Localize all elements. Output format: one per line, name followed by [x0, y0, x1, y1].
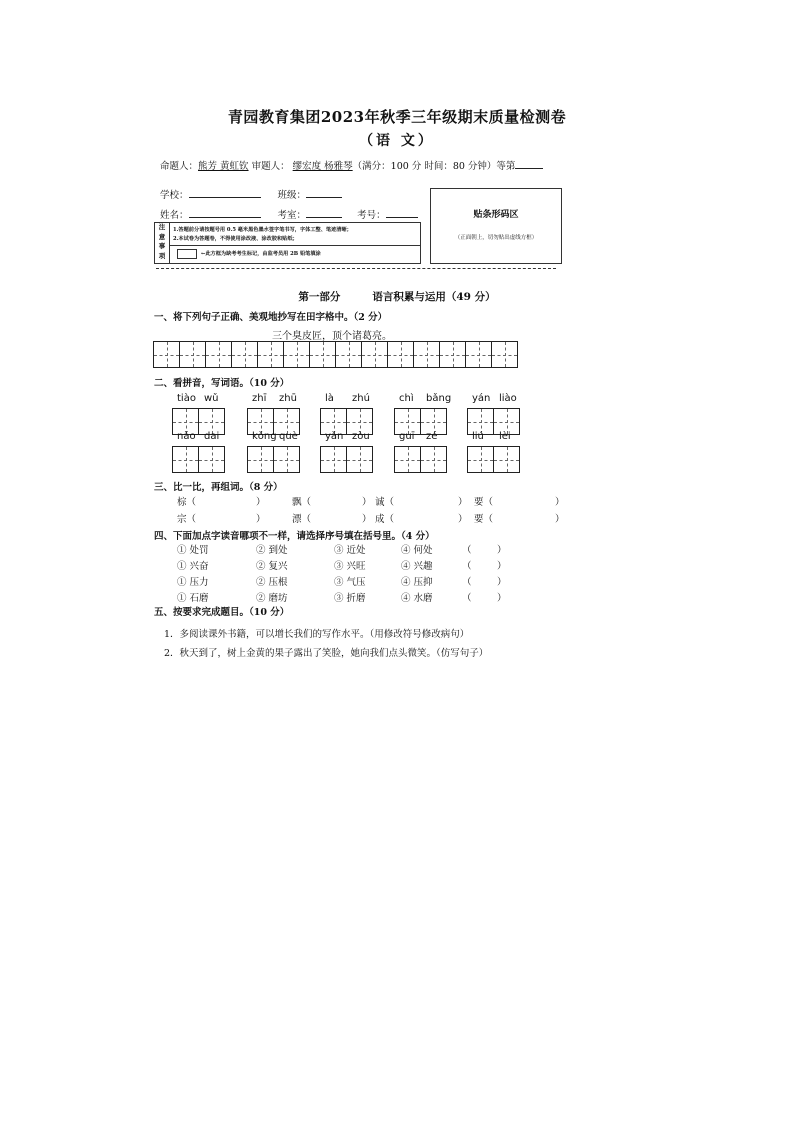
section-part: 第一部分 [298, 291, 341, 303]
barcode-area [430, 188, 562, 264]
choice-option: ② 到处 [256, 545, 288, 556]
choice-option: ① 处罚 [177, 545, 209, 556]
tianzige-cell[interactable] [465, 341, 492, 368]
compare-char: 漂（ [292, 514, 312, 525]
choice-option: ④ 水磨 [401, 593, 433, 604]
tianzige-cell[interactable] [413, 341, 440, 368]
notice-divider [169, 245, 420, 246]
tianzige-cell[interactable] [283, 341, 310, 368]
tianzige-cell[interactable] [205, 341, 232, 368]
tianzige-cell[interactable] [198, 446, 225, 473]
q4-title: 四、下面加点字读音哪项不一样，请选择序号填在括号里。（4 分） [154, 531, 435, 542]
grade-blank[interactable] [515, 158, 543, 169]
choice-option: ② 压根 [256, 577, 288, 588]
reviewer-label: 审题人： [251, 161, 290, 172]
compare-bracket-close[interactable]: ） [555, 514, 565, 525]
pinyin-syllable: chì [399, 393, 414, 404]
q1-tianzige-grid[interactable] [153, 341, 518, 368]
pinyin-syllable: yǎn [325, 431, 344, 442]
tianzige-cell[interactable] [467, 446, 494, 473]
school-label: 学校： [160, 190, 189, 201]
class-blank[interactable] [306, 187, 342, 198]
pinyin-syllable: bǎng [426, 393, 452, 404]
tianzige-cell[interactable] [257, 341, 284, 368]
choice-option: ③ 折磨 [334, 593, 366, 604]
notice-rule-3: ←此方框为缺考考生标记，由监考员用 2B 铅笔填涂 [201, 251, 321, 257]
answer-bracket[interactable]: ） [497, 577, 507, 588]
tianzige-cell[interactable] [387, 341, 414, 368]
tianzige-cell[interactable] [179, 341, 206, 368]
q5-item-1: 1．多阅读课外书籍，可以增长我们的写作水平。（用修改符号修改病句） [164, 629, 470, 640]
answer-bracket[interactable]: （ [462, 561, 472, 572]
choice-option: ① 压力 [177, 577, 209, 588]
word-grid[interactable] [172, 446, 225, 473]
pinyin-syllable: wǔ [204, 393, 219, 404]
compare-bracket-close[interactable]: ） [256, 514, 266, 525]
compare-char: 要（ [474, 514, 494, 525]
pinyin-word-group [320, 431, 374, 476]
header-info-line [160, 158, 543, 172]
answer-bracket[interactable]: ） [497, 593, 507, 604]
section-title [0, 289, 794, 304]
tianzige-cell[interactable] [320, 446, 347, 473]
exam-title: 青园教育集团2023年秋季三年级期末质量检测卷 [227, 108, 567, 126]
notice-rule-1: 1.答题前分请按题号用 0.5 毫米黑色墨水签字笔书写，字体工整、笔迹清晰； [173, 227, 352, 233]
notice-side-label: 注 意 事 项 [155, 223, 170, 263]
tianzige-cell[interactable] [153, 341, 180, 368]
class-label: 班级： [277, 190, 307, 201]
tianzige-cell[interactable] [247, 446, 274, 473]
word-grid[interactable] [467, 446, 520, 473]
exam-info: （满分：100 分 时间：80 分钟）等第 [352, 161, 516, 172]
pinyin-syllable: liào [499, 393, 517, 404]
word-grid[interactable] [394, 446, 447, 473]
tianzige-cell[interactable] [439, 341, 466, 368]
answer-bracket[interactable]: ） [497, 561, 507, 572]
name-blank[interactable] [189, 207, 261, 218]
choice-option: ① 兴奋 [177, 561, 209, 572]
pinyin-syllable: lèi [499, 431, 511, 442]
number-blank[interactable] [386, 207, 418, 218]
notice-rule-2: 2.本试卷为答题卷，不得使用涂改液、涂改胶和贴纸； [173, 236, 298, 242]
compare-bracket-close[interactable]: ） [362, 514, 372, 525]
tianzige-cell[interactable] [335, 341, 362, 368]
tianzige-cell[interactable] [420, 446, 447, 473]
room-label: 考室： [277, 210, 307, 221]
answer-bracket[interactable]: （ [462, 545, 472, 556]
tianzige-cell[interactable] [394, 446, 421, 473]
number-label: 考号： [357, 210, 386, 221]
tianzige-cell[interactable] [231, 341, 258, 368]
author-label: 命题人： [160, 161, 199, 172]
answer-bracket[interactable]: ） [497, 545, 507, 556]
tianzige-cell[interactable] [309, 341, 336, 368]
pinyin-syllable: nǎo [177, 431, 196, 442]
choice-option: ④ 压抑 [401, 577, 433, 588]
tianzige-cell[interactable] [491, 341, 518, 368]
word-grid[interactable] [320, 446, 373, 473]
compare-bracket-close[interactable]: ） [458, 514, 468, 525]
absent-checkbox[interactable] [177, 249, 197, 259]
pinyin-word-group [172, 431, 226, 476]
pinyin-syllable: zhú [352, 393, 370, 404]
tianzige-cell[interactable] [346, 446, 373, 473]
tianzige-cell[interactable] [361, 341, 388, 368]
word-grid[interactable] [247, 446, 300, 473]
pinyin-syllable: kǒng [252, 431, 277, 442]
compare-bracket-close[interactable]: ） [362, 497, 372, 508]
pinyin-syllable: yán [472, 393, 491, 404]
pinyin-word-group [467, 431, 521, 476]
pinyin-syllable: tiào [177, 393, 196, 404]
choice-option: ③ 气压 [334, 577, 366, 588]
choice-option: ① 石磨 [177, 593, 209, 604]
authors: 熊芳 黄虹钦 [198, 161, 249, 172]
barcode-note: （正面朝上，切勿贴出虚线方框） [454, 235, 538, 241]
compare-char: 成（ [375, 514, 395, 525]
cut-line [156, 268, 556, 269]
pinyin-syllable: zhī [252, 393, 267, 404]
choice-option: ④ 何处 [401, 545, 433, 556]
answer-bracket[interactable]: （ [462, 577, 472, 588]
choice-option: ④ 兴趣 [401, 561, 433, 572]
compare-char: 飘（ [292, 497, 312, 508]
choice-option: ③ 近处 [334, 545, 366, 556]
q2-title: 二、看拼音，写词语。（10 分） [154, 378, 290, 389]
school-row [160, 187, 342, 201]
pinyin-syllable: liú [472, 431, 484, 442]
pinyin-word-group [247, 431, 301, 476]
compare-bracket-close[interactable]: ） [555, 497, 565, 508]
q1-sentence: 三个臭皮匠，顶个诸葛亮。 [272, 331, 392, 342]
choice-option: ③ 兴旺 [334, 561, 366, 572]
tianzige-cell[interactable] [172, 446, 199, 473]
pinyin-syllable: què [279, 431, 298, 442]
section-name: 语言积累与运用（49 分） [372, 291, 496, 303]
tianzige-cell[interactable] [493, 446, 520, 473]
q5-item-2: 2．秋天到了，树上金黄的果子露出了笑脸，她向我们点头微笑。（仿写句子） [164, 648, 489, 659]
compare-bracket-close[interactable]: ） [256, 497, 266, 508]
name-row [160, 207, 418, 221]
pinyin-syllable: zé [426, 431, 438, 442]
barcode-title: 贴条形码区 [473, 210, 519, 220]
q3-title: 三、比一比，再组词。（8 分） [154, 482, 283, 493]
pinyin-syllable: zhū [279, 393, 297, 404]
school-blank[interactable] [189, 187, 261, 198]
tianzige-cell[interactable] [273, 446, 300, 473]
pinyin-word-group [394, 431, 448, 476]
pinyin-syllable: dai [204, 431, 220, 442]
choice-option: ② 磨坊 [256, 593, 288, 604]
q5-title: 五、按要求完成题目。（10 分） [154, 607, 290, 618]
compare-char: 要（ [474, 497, 494, 508]
compare-char: 棕（ [177, 497, 197, 508]
pinyin-syllable: guī [399, 431, 415, 442]
answer-bracket[interactable]: （ [462, 593, 472, 604]
compare-char: 宗（ [177, 514, 197, 525]
choice-option: ② 复兴 [256, 561, 288, 572]
compare-bracket-close[interactable]: ） [458, 497, 468, 508]
notice-box [154, 222, 421, 264]
compare-char: 诚（ [375, 497, 395, 508]
pinyin-syllable: là [325, 393, 334, 404]
q1-title: 一、将下列句子正确、美观地抄写在田字格中。（2 分） [154, 312, 388, 323]
pinyin-syllable: zòu [352, 431, 370, 442]
room-blank[interactable] [306, 207, 342, 218]
exam-subject: （语 文） [359, 133, 435, 149]
reviewers: 缪宏度 杨雅琴 [292, 161, 353, 172]
name-label: 姓名： [160, 210, 189, 221]
